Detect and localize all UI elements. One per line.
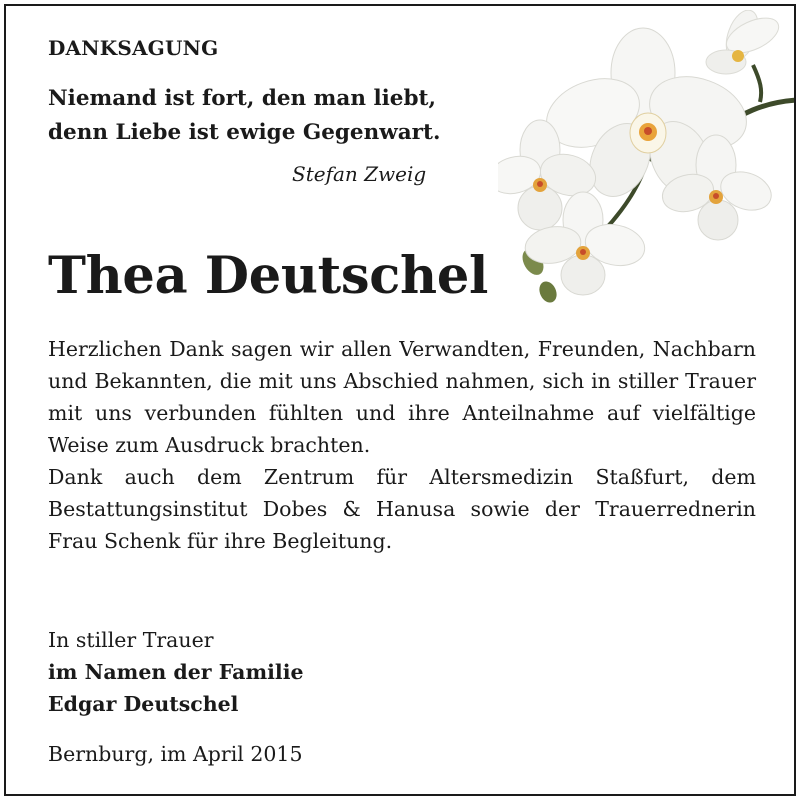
notice-heading: DANKSAGUNG [48, 36, 219, 60]
signature-line-3: Edgar Deutschel [48, 692, 239, 716]
acknowledgement-paragraph-2: Dank auch dem Zentrum für Altersmedizin Staßfurt, dem Bestattungsinstitut Dobes & Hanusa sowie der Trauerrednerin Frau Schenk für ihre Begleitung. [48, 465, 756, 553]
quote-line-1: Niemand ist fort, den man liebt, [48, 86, 436, 111]
place-date: Bernburg, im April 2015 [48, 742, 303, 766]
orchid-image [498, 10, 796, 310]
signature-line-2: im Namen der Familie [48, 660, 304, 684]
notice-frame [4, 4, 796, 796]
acknowledgement-text [48, 333, 756, 557]
quote [48, 82, 440, 150]
signature-block [48, 624, 304, 720]
quote-line-2: denn Liebe ist ewige Gegenwart. [48, 120, 441, 145]
acknowledgement-paragraph-1: Herzlichen Dank sagen wir allen Verwandten, Freunden, Nachbarn und Bekannten, die mit uns Abschied nahmen, sich in stiller Trauer mit uns verbunden fühlten und ihre Anteilnahme auf vielfältige Weise zum Ausdruck brachten. [48, 337, 756, 457]
signature-line-1: In stiller Trauer [48, 628, 214, 652]
deceased-name: Thea Deutschel [48, 246, 489, 306]
quote-author: Stefan Zweig [292, 162, 427, 186]
